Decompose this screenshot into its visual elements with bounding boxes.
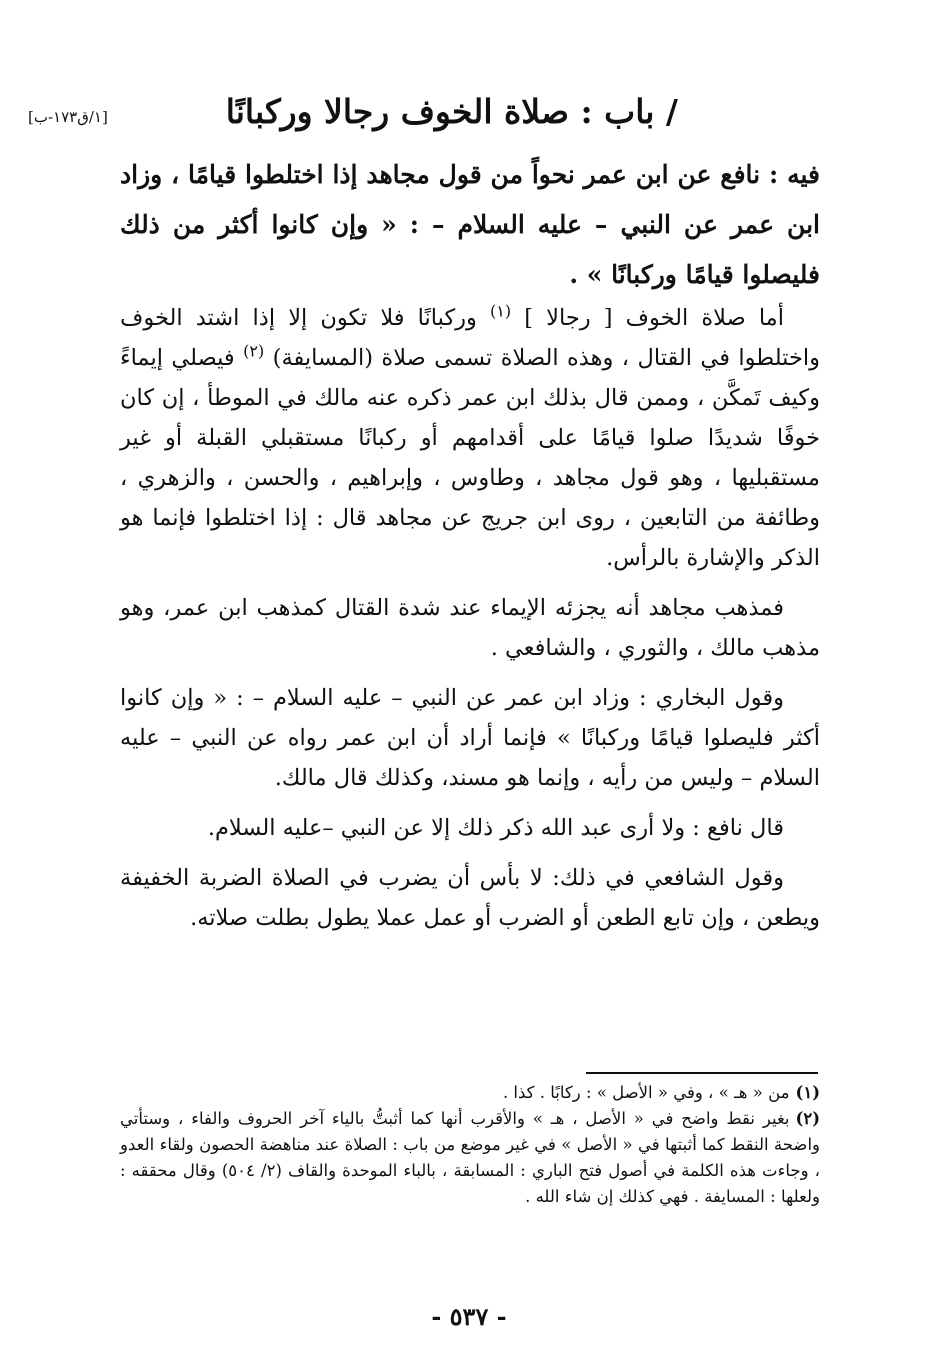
- paragraph-4: قال نافع : ولا أرى عبد الله ذكر ذلك إلا عن النبي –عليه السلام.: [207, 815, 784, 841]
- footnotes: [120, 1080, 820, 1210]
- main-text: [120, 298, 820, 948]
- footnote-1-text: من « هـ » ، وفي « الأصل » : ركابًا . كذا .: [502, 1083, 790, 1102]
- hadith-intro: فيه : نافع عن ابن عمر نحواً من قول مجاهد إذا اختلطوا قيامًا ، وزاد ابن عمر عن النبي – عليه السلام – : « وإن كانوا أكثر من ذلك فليصلوا قيامًا وركبانًا » .: [120, 160, 820, 289]
- footnote-2-number: (٢): [795, 1109, 820, 1128]
- paragraph-1: [120, 298, 820, 578]
- footnote-2-text: بغير نقط واضح في « الأصل ، هـ » والأقرب أنها كما أثبتُّ بالياء آخر الحروف والفاء ، وستأتي واضحة النقط كما أثبتها في « الأصل » في غير موضع من باب : الصلاة عند مناهضة الحصون ولقاء العدو ، وجاءت هذه الكلمة في أصول فتح الباري : المسابقة ، بالباء الموحدة والقاف (٢/ ٥٠٤) وقال محققه : ولعلها : المسايفة . فهي كذلك إن شاء الله .: [120, 1109, 820, 1206]
- footnote-1-number: (١): [795, 1083, 820, 1102]
- paragraph-1-part-a: أما صلاة الخوف [ رجالا ]: [511, 305, 784, 331]
- manuscript-reference: [١/ق١٧٣-ب]: [28, 108, 108, 126]
- footnote-ref-2[interactable]: (٢): [243, 341, 265, 361]
- paragraph-2: فمذهب مجاهد أنه يجزئه الإيماء عند شدة القتال كمذهب ابن عمر، وهو مذهب مالك ، والثوري ، والشافعي .: [120, 595, 820, 661]
- footnote-separator: [586, 1072, 818, 1074]
- paragraph-5: وقول الشافعي في ذلك: لا بأس أن يضرب في الصلاة الضربة الخفيفة ويطعن ، وإن تابع الطعن أو الضرب أو عمل عملا يطول بطلت صلاته.: [120, 865, 820, 931]
- footnote-1: [120, 1080, 820, 1106]
- paragraph-1-part-b: وركبانًا فلا تكون إلا إذا اشتد الخوف واختلطوا في القتال ، وهذه الصلاة تسمى صلاة (المسايفة): [120, 305, 820, 371]
- chapter-title: / باب : صلاة الخوف رجالا وركبانًا: [225, 92, 678, 131]
- paragraph-1-part-c: فيصلي إيماءً وكيف تَمكَّن ، وممن قال بذلك ابن عمر ذكره عنه مالك في الموطأ ، إن كان خوفًا شديدًا صلوا قيامًا على أقدامهم أو ركبانًا مستقبلي القبلة أو غير مستقبليها ، وهو قول مجاهد ، وطاوس ، وإبراهيم ، والحسن ، والزهري ، وطائفة من التابعين ، روى ابن جريج عن مجاهد قال : إذا اختلطوا فإنما هو الذكر والإشارة بالرأس.: [120, 345, 820, 571]
- page-number: - ٥٣٧ -: [431, 1302, 507, 1331]
- footnote-ref-1[interactable]: (١): [490, 301, 512, 321]
- paragraph-3: وقول البخاري : وزاد ابن عمر عن النبي – عليه السلام – : « وإن كانوا أكثر فليصلوا قيامًا وركبانًا » فإنما أراد أن ابن عمر رواه عن النبي – عليه السلام – وليس من رأيه ، وإنما هو مسند، وكذلك قال مالك.: [120, 685, 820, 791]
- footnote-2: [120, 1106, 820, 1210]
